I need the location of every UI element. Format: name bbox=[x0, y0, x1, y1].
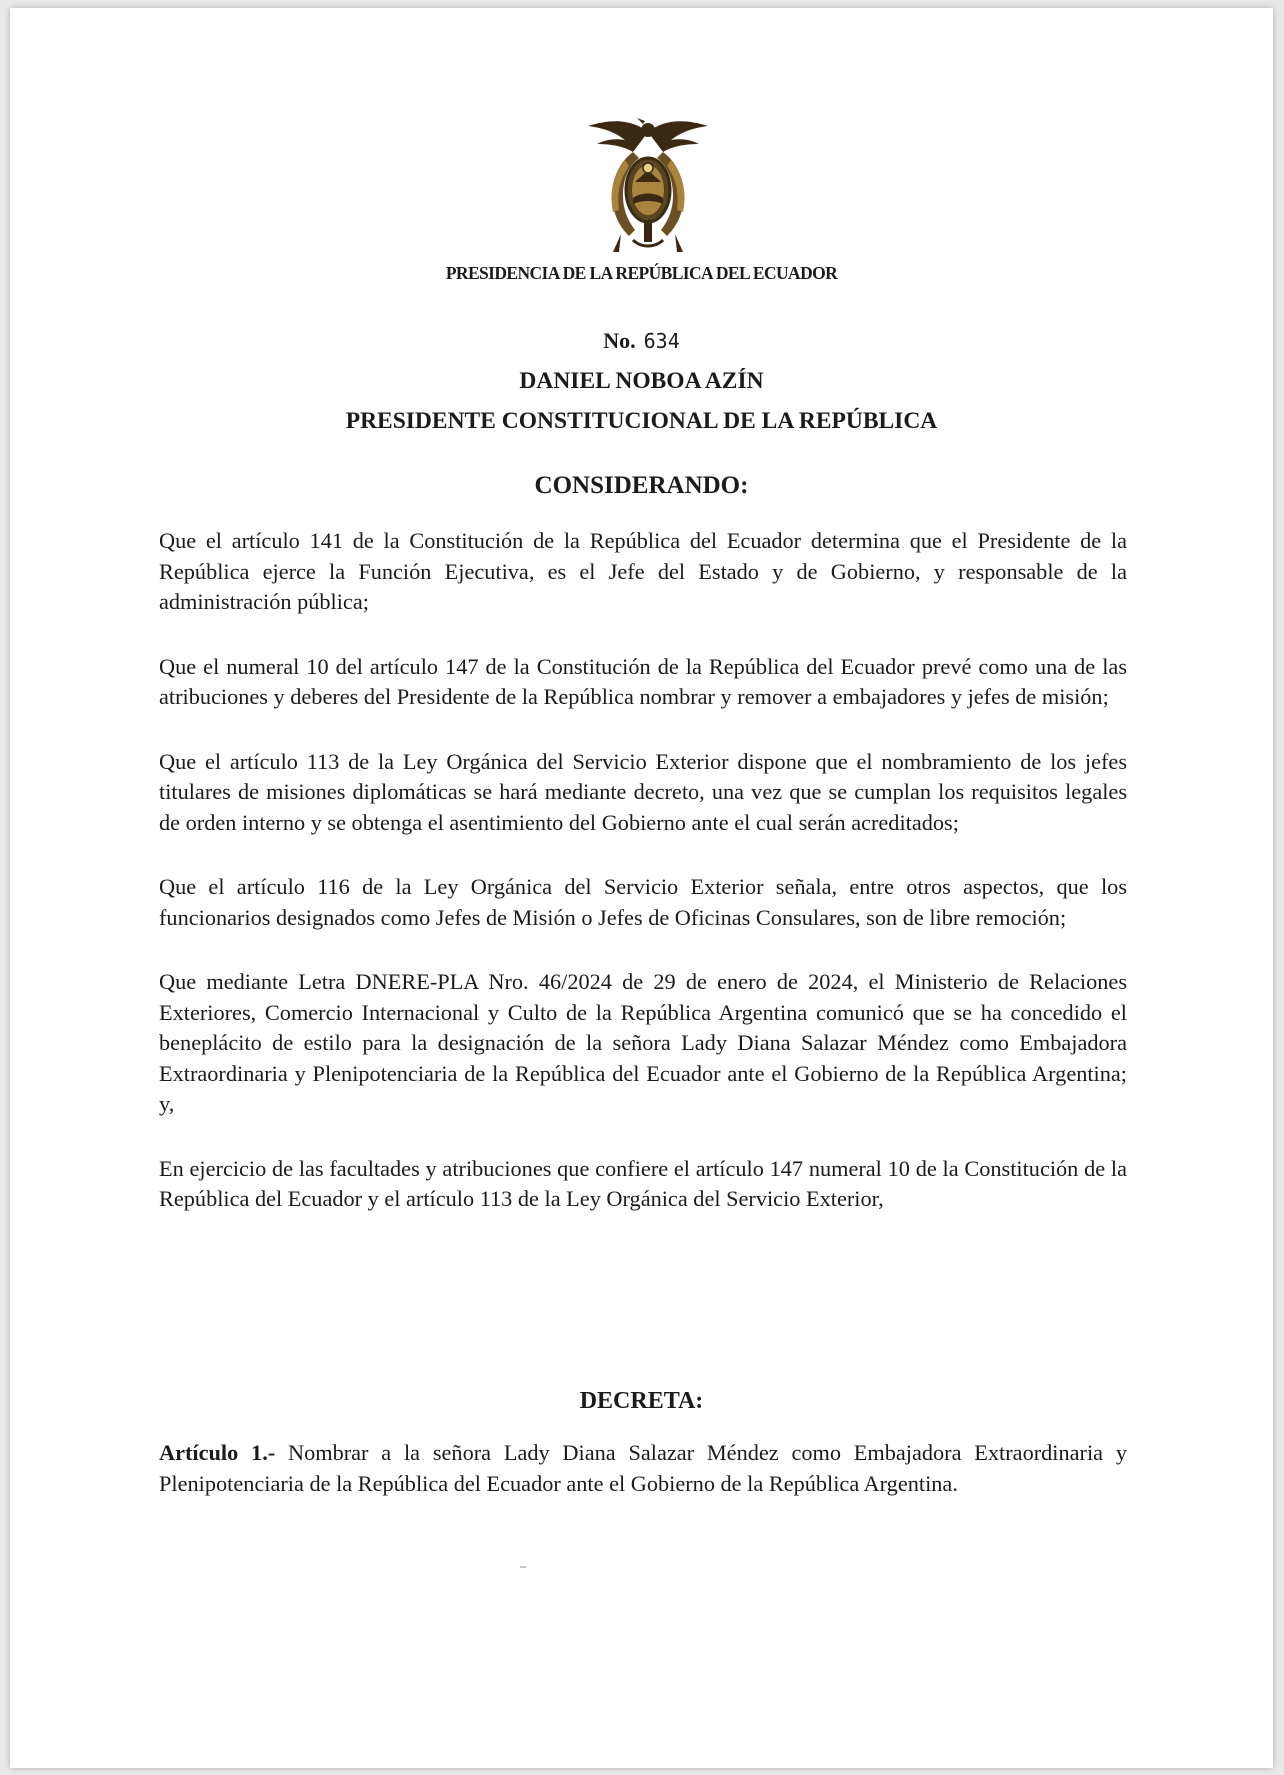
considerando-paragraph: Que el numeral 10 del artículo 147 de la Constitución de la República del Ecuador prevé como una de las atribuciones y deberes del Presidente de la República nombrar y remover a embajadores y jefes de misión; bbox=[159, 653, 1127, 709]
decree-number bbox=[10, 328, 1273, 354]
considerando-paragraph: Que mediante Letra DNERE-PLA Nro. 46/2024 de 29 de enero de 2024, el Ministerio de Relaciones Exteriores, Comercio Internacional y Culto de la República Argentina comunicó que se ha concedido el beneplácito de estilo para la designación de la señora Lady Diana Salazar Méndez como Embajadora Extraordinaria y Plenipotenciaria de la República del Ecuador ante el Gobierno de la República Argentina; y, bbox=[159, 969, 1127, 1116]
article-1-text: Nombrar a la señora Lady Diana Salazar Méndez como Embajadora Extraordinaria y Plenipotenciaria de la República del Ecuador ante el Gobierno de la República Argentina. bbox=[159, 1440, 1127, 1496]
decreta-heading: DECRETA: bbox=[579, 1388, 704, 1414]
institution-heading: PRESIDENCIA DE LA REPÚBLICA DEL ECUADOR bbox=[445, 263, 838, 283]
considerando-paragraph: Que el artículo 141 de la Constitución de la República del Ecuador determina que el Presidente de la República ejerce la Función Ejecutiva, es el Jefe del Estado y de Gobierno, y responsable de la administración pública; bbox=[159, 528, 1127, 614]
article-1-label: Artículo 1.- bbox=[159, 1440, 276, 1465]
considerando-paragraph: Que el artículo 113 de la Ley Orgánica del Servicio Exterior dispone que el nombramiento de los jefes titulares de misiones diplomáticas se hará mediante decreto, una vez que se cumplan los requisitos legales de orden interno y se obtenga el asentimiento del Gobierno ante el cual serán acreditados; bbox=[159, 748, 1127, 835]
decree-number-value: 634 bbox=[643, 329, 680, 353]
president-title: PRESIDENTE CONSTITUCIONAL DE LA REPÚBLICA bbox=[345, 408, 938, 434]
document-page bbox=[10, 8, 1273, 1768]
considerando-paragraph: Que el artículo 116 de la Ley Orgánica del Servicio Exterior señala, entre otros aspectos, que los funcionarios designados como Jefes de Misión o Jefes de Oficinas Consulares, son de libre remoción; bbox=[159, 874, 1127, 930]
article-1 bbox=[159, 1438, 1127, 1499]
considerando-body bbox=[159, 526, 1127, 1249]
decree-number-label: No. bbox=[603, 328, 636, 353]
ecuador-coat-of-arms bbox=[583, 112, 713, 260]
considerando-paragraph: En ejercicio de las facultades y atribuciones que confiere el artículo 147 numeral 10 de la Constitución de la República del Ecuador y el artículo 113 de la Ley Orgánica del Servicio Exterior, bbox=[159, 1155, 1127, 1211]
president-name: DANIEL NOBOA AZÍN bbox=[519, 368, 764, 394]
scan-speck bbox=[520, 1566, 526, 1568]
considerando-heading: CONSIDERANDO: bbox=[534, 472, 749, 499]
